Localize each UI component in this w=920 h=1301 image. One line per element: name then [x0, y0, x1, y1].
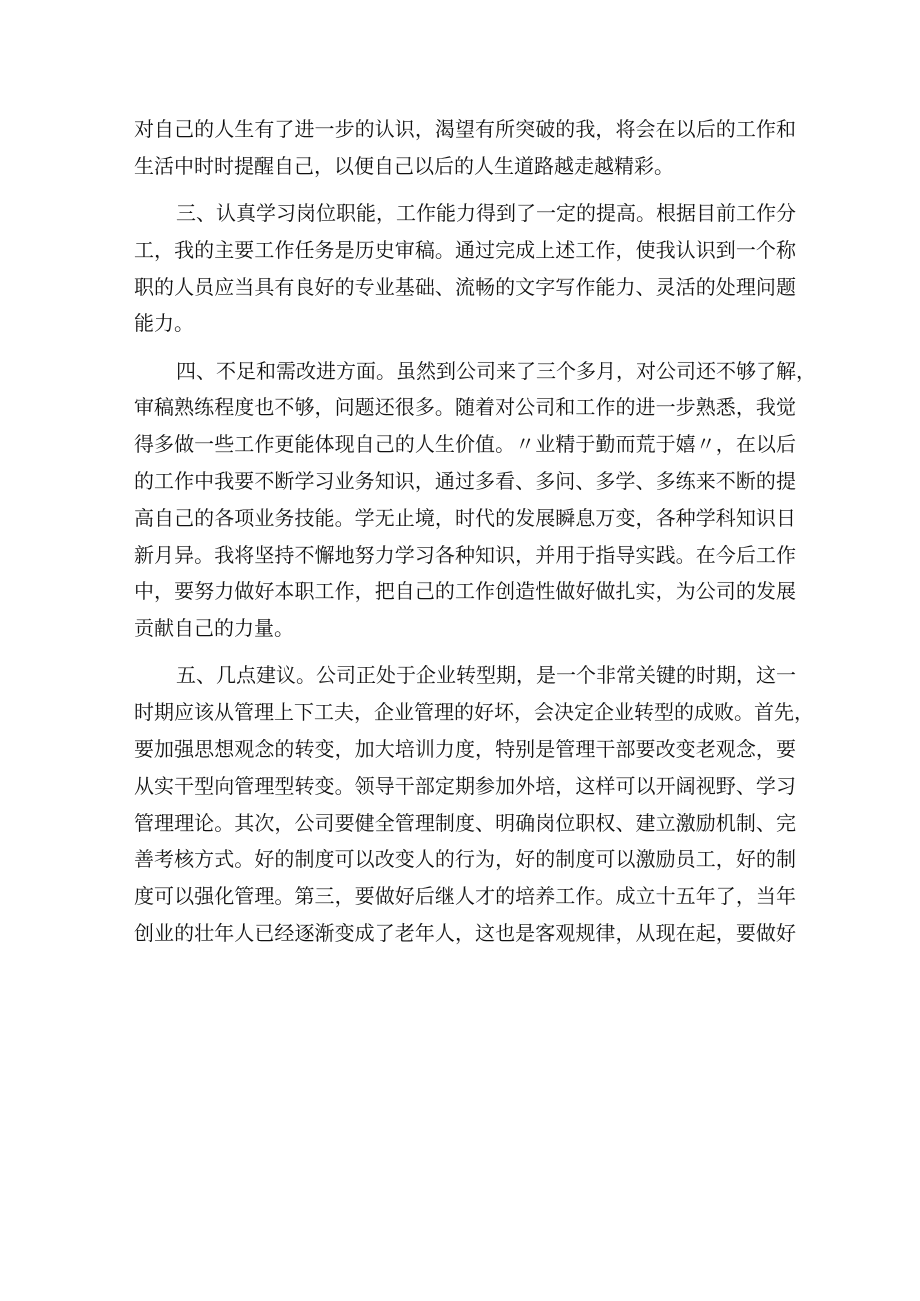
text-line: 三、认真学习岗位职能，工作能力得到了一定的提高。根据目前工作分 — [176, 200, 796, 225]
text-line: 中，要努力做好本职工作，把自己的工作创造性做好做扎实，为公司的发展 — [134, 579, 796, 604]
text-line: 的工作中我要不断学习业务知识，通过多看、多问、多学、多练来不断的提 — [134, 468, 796, 493]
text-line: 四、不足和需改进方面。虽然到公司来了三个多月，对公司还不够了解， — [176, 358, 816, 383]
paragraph-section-five — [134, 657, 814, 951]
text-line: 时期应该从管理上下工夫，企业管理的好坏，会决定企业转型的成败。首先， — [134, 700, 814, 725]
text-line: 要加强思想观念的转变，加大培训力度，特别是管理干部要改变老观念，要 — [134, 736, 796, 761]
paragraph-section-three — [134, 195, 796, 342]
text-line: 创业的壮年人已经逐渐变成了老年人，这也是客观规律，从现在起，要做好 — [134, 920, 796, 945]
paragraph-section-four — [134, 353, 816, 647]
text-line: 度可以强化管理。第三，要做好后继人才的培养工作。成立十五年了，当年 — [134, 884, 796, 909]
text-line: 从实干型向管理型转变。领导干部定期参加外培，这样可以开阔视野、学习 — [134, 773, 796, 798]
text-line: 善考核方式。好的制度可以改变人的行为，好的制度可以激励员工，好的制 — [134, 847, 796, 872]
text-line: 生活中时时提醒自己，以便自己以后的人生道路越走越精彩。 — [134, 153, 674, 178]
text-line: 管理理论。其次，公司要健全管理制度、明确岗位职权、建立激励机制、完 — [134, 810, 796, 835]
text-line: 高自己的各项业务技能。学无止境，时代的发展瞬息万变，各种学科知识日 — [134, 505, 796, 530]
text-line: 工，我的主要工作任务是历史审稿。通过完成上述工作，使我认识到一个称 — [134, 237, 796, 262]
paragraph-continued — [134, 111, 796, 185]
document-body — [134, 111, 816, 952]
text-line: 贡献自己的力量。 — [134, 616, 294, 641]
text-line: 新月异。我将坚持不懈地努力学习各种知识，并用于指导实践。在今后工作 — [134, 542, 796, 567]
text-line: 能力。 — [134, 311, 194, 336]
text-line: 审稿熟练程度也不够，问题还很多。随着对公司和工作的进一步熟悉，我觉 — [134, 395, 796, 420]
text-line: 得多做一些工作更能体现自己的人生价值。〃业精于勤而荒于嬉〃，在以后 — [134, 432, 796, 457]
text-line: 职的人员应当具有良好的专业基础、流畅的文字写作能力、灵活的处理问题 — [134, 274, 796, 299]
text-line: 五、几点建议。公司正处于企业转型期，是一个非常关键的时期，这一 — [176, 663, 796, 688]
text-line: 对自己的人生有了进一步的认识，渴望有所突破的我，将会在以后的工作和 — [134, 117, 796, 141]
